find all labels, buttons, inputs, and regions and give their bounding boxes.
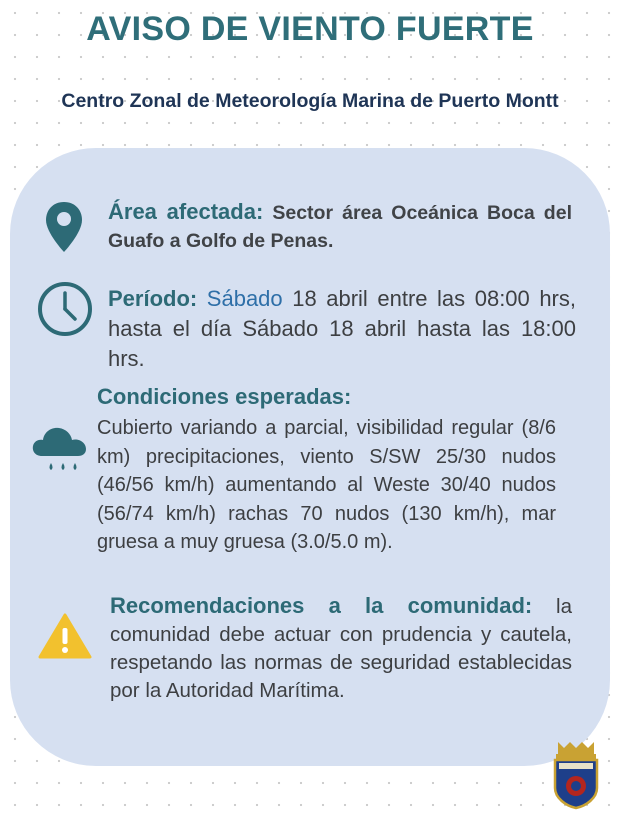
period-day: Sábado: [206, 286, 283, 311]
section-recommendations: [110, 592, 572, 705]
conditions-text: Cubierto variando a parcial, visibilidad regular (8/6 km) precipitaciones, viento S/SW 25/30 nudos (46/56 km/h) aumentando al Weste 30/40 nudos (56/74 km/h) rachas 70 nudos (130 km/h), mar gruesa a muy gruesa (3.0/5.0 m).: [97, 417, 556, 553]
period-label: Período:: [108, 286, 198, 311]
navy-crest-logo: [550, 740, 602, 810]
area-label: Área afectada:: [108, 199, 264, 224]
period-text: 18 abril entre las 08:00 hrs, hasta el día Sábado 18 abril hasta las 18:00 hrs.: [108, 286, 576, 371]
section-area: [108, 198, 572, 255]
clock-icon: [36, 280, 94, 338]
rain-cloud-icon: [30, 418, 90, 478]
warning-icon: [38, 612, 92, 660]
recommendations-label: Recomendaciones a la comunidad:: [110, 593, 533, 618]
conditions-label: Condiciones esperadas:: [97, 384, 352, 409]
page-subtitle: Centro Zonal de Meteorología Marina de Puerto Montt: [61, 90, 559, 112]
section-period: [108, 284, 576, 374]
recommendations-text: la comunidad debe actuar con prudencia y cautela, respetando las normas de seguridad establecidas por la Autoridad Marítima.: [110, 595, 573, 702]
map-pin-icon: [44, 200, 84, 254]
page-title: AVISO DE VIENTO FUERTE: [86, 10, 534, 48]
area-text: Sector área Oceánica Boca del Guafo a Golfo de Penas.: [108, 202, 572, 252]
